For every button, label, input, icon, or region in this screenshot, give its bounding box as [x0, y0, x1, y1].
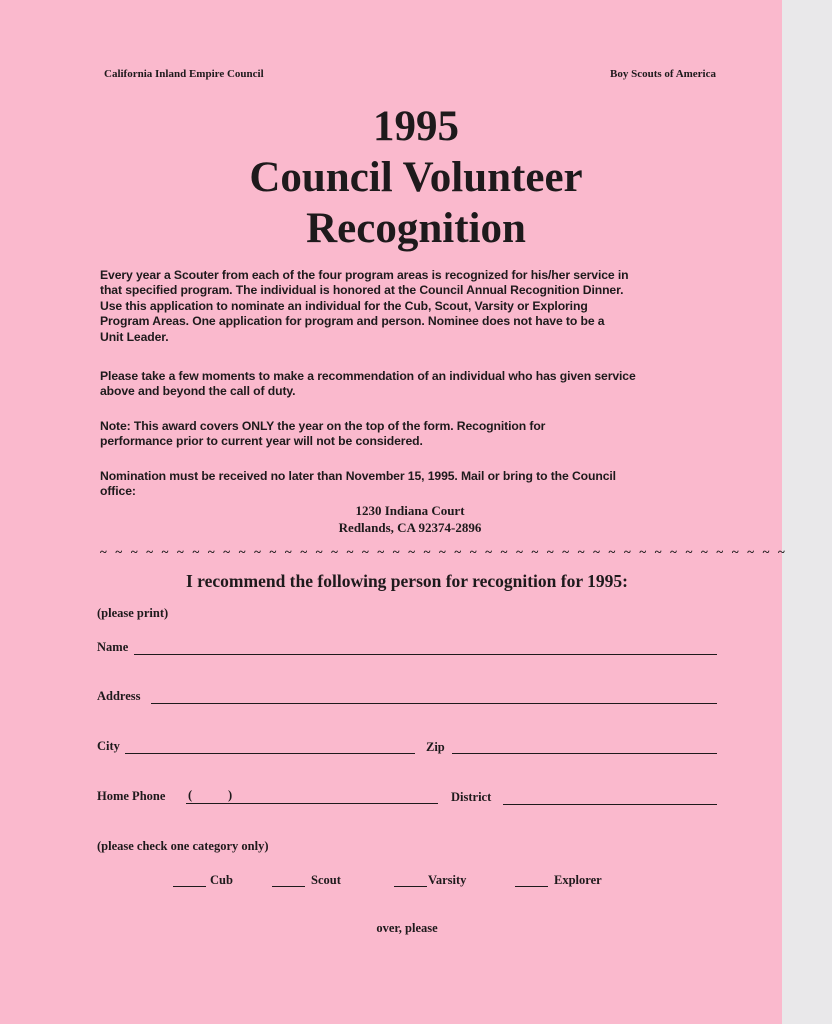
intro-paragraph [100, 268, 740, 345]
address-city: Redlands, CA 92374-2896 [338, 520, 482, 535]
deadline-line: Nomination must be received no later than November 15, 1995. Mail or bring to the Council [100, 469, 616, 483]
title-year: 1995 [373, 103, 459, 150]
intro-line: Unit Leader. [100, 329, 169, 344]
varsity-checkbox[interactable] [394, 886, 427, 887]
cub-label: Cub [210, 873, 233, 887]
address-field[interactable] [151, 703, 717, 704]
mailing-address [0, 502, 820, 536]
deadline-line: office: [100, 484, 136, 499]
tilde-divider: ~ ~ ~ ~ ~ ~ ~ ~ ~ ~ ~ ~ ~ ~ ~ ~ ~ ~ ~ ~ ~ ~ ~ ~ ~ ~ ~ ~ ~ ~ ~ ~ ~ ~ ~ ~ ~ ~ ~ ~ ~ ~ ~ ~ ~ [100, 544, 788, 559]
city-field[interactable] [125, 753, 415, 754]
phone-field[interactable] [186, 803, 438, 804]
scout-label: Scout [311, 873, 341, 887]
intro-line: that specified program. The individual is honored at the Council Annual Recognition Dinner. [100, 283, 624, 298]
note-line: performance prior to current year will not be considered. [100, 434, 423, 449]
title-sub: Recognition [306, 205, 526, 252]
print-note: (please print) [97, 606, 169, 620]
category-note: (please check one category only) [97, 839, 269, 853]
area-code-open: ( [188, 788, 193, 802]
explorer-checkbox[interactable] [515, 886, 548, 887]
scout-checkbox[interactable] [272, 886, 305, 887]
varsity-label: Varsity [428, 873, 467, 887]
intro-line: Program Areas. One application for program and person. Nominee does not have to be a [100, 314, 605, 329]
note-paragraph [100, 419, 740, 450]
address-label: Address [97, 689, 141, 703]
district-field[interactable] [503, 804, 717, 805]
title-main: Council Volunteer [249, 154, 583, 201]
address-street: 1230 Indiana Court [355, 503, 465, 518]
city-label: City [97, 739, 120, 753]
zip-field[interactable] [452, 753, 717, 754]
organization-name: Boy Scouts of America [609, 68, 716, 80]
request-paragraph [100, 369, 740, 400]
district-label: District [451, 790, 492, 804]
deadline-paragraph [100, 469, 740, 500]
note-line: Note: This award covers ONLY the year on the top of the form. Recognition for [100, 419, 546, 433]
council-name: California Inland Empire Council [104, 68, 264, 80]
zip-label: Zip [426, 740, 445, 754]
name-field[interactable] [134, 654, 717, 655]
intro-line: Use this application to nominate an individual for the Cub, Scout, Varsity or Exploring [100, 298, 588, 313]
intro-line: Every year a Scouter from each of the four program areas is recognized for his/her service in [100, 268, 629, 282]
over-please-note: over, please [376, 921, 438, 935]
phone-label: Home Phone [97, 789, 166, 803]
request-line: above and beyond the call of duty. [100, 384, 296, 399]
cub-checkbox[interactable] [173, 886, 206, 887]
recommend-heading: I recommend the following person for recognition for 1995: [186, 571, 628, 591]
name-label: Name [97, 640, 129, 654]
explorer-label: Explorer [554, 873, 602, 887]
request-line: Please take a few moments to make a recommendation of an individual who has given service [100, 369, 636, 383]
area-code-close: ) [228, 788, 233, 802]
